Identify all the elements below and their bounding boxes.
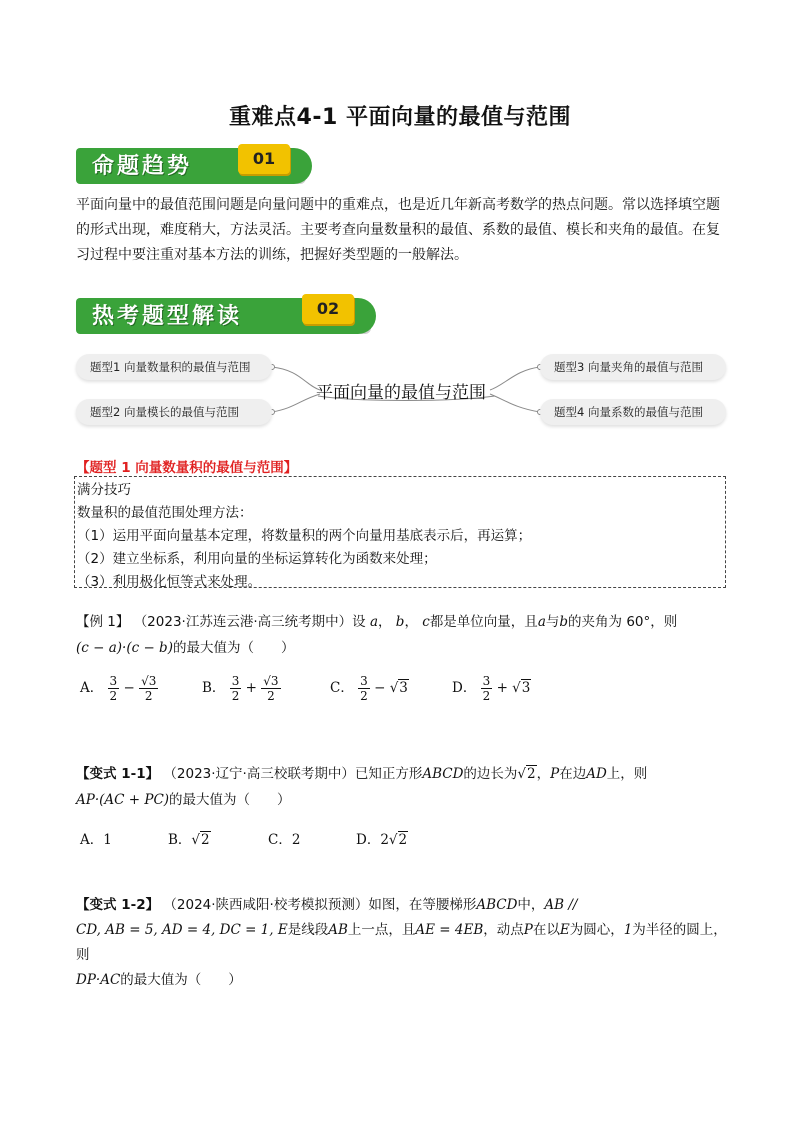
option-label: C． (330, 680, 354, 696)
sqrt-sign: √ (512, 680, 521, 696)
operator: + (245, 680, 257, 696)
variant-1-1-option-c: C．2 (268, 832, 301, 848)
intro-line: 平面向量中的最值范围问题是向量问题中的重难点，也是近几年新高考数学的热点问题。常以选择填空题 (76, 197, 720, 213)
mindmap-topic-4: 题型4 向量系数的最值与范围 (540, 399, 726, 425)
vector-c: c (422, 614, 430, 630)
variant-tag: 【变式 1-1】 (76, 766, 160, 782)
dot-product-expression: AP·(AC + PC) (76, 792, 170, 808)
text: 在边 (559, 766, 587, 782)
math-p: P (550, 766, 560, 782)
radicand: 3 (399, 680, 408, 696)
numerator: √3 (263, 674, 279, 688)
denominator: 2 (109, 689, 118, 703)
option-label: B． (168, 832, 192, 848)
example-1-option-a (80, 674, 158, 703)
math-abcd: ABCD (476, 897, 518, 913)
math-given: CD, AB = 5, AD = 4, DC = 1, E (76, 922, 288, 938)
mindmap-topic-3: 题型3 向量夹角的最值与范围 (540, 354, 726, 380)
intro-line: 习过程中要注重对基本方法的训练，把握好类型题的一般解法。 (76, 247, 468, 263)
text: 中， (517, 897, 545, 913)
example-1-question (76, 610, 736, 660)
sqrt-sign: √ (191, 832, 201, 848)
tips-method: （2）建立坐标系，利用向量的坐标运算转化为函数来处理； (77, 551, 437, 567)
type1-heading: 【题型 1 向量数量积的最值与范围】 (76, 460, 298, 476)
denominator: 2 (482, 689, 491, 703)
variant-1-2-line3 (76, 968, 736, 993)
page-title: 重难点4-1 平面向量的最值与范围 (229, 105, 571, 130)
section-banner-trend (76, 144, 316, 188)
text: 的最大值为（ ） (120, 972, 242, 988)
fraction (261, 674, 280, 703)
text: 已知正方形 (354, 766, 423, 782)
denominator: 2 (231, 689, 240, 703)
vector-b: b (395, 614, 405, 630)
text: 为半径的圆上，则 (76, 922, 727, 963)
numerator: 3 (360, 674, 368, 688)
option-label: D． (452, 680, 477, 696)
sqrt-sign: √ (388, 832, 398, 848)
option-label: A． (80, 680, 104, 696)
option-label: B． (202, 680, 226, 696)
tips-title: 满分技巧 (77, 482, 131, 498)
section-number-badge: 01 (238, 144, 290, 174)
math-ae: AE = 4EB (415, 922, 484, 938)
text: 在以 (532, 922, 560, 938)
example-1-option-c (330, 674, 409, 703)
source: （2024·陕西咸阳·校考模拟预测） (163, 897, 369, 913)
text: ， (404, 614, 418, 630)
math-ab-parallel: AB // (544, 897, 578, 913)
denominator: 2 (360, 689, 368, 703)
fraction (358, 674, 370, 703)
section-number-badge: 02 (302, 294, 354, 324)
text: 上，则 (606, 766, 648, 782)
variant-1-1-question (76, 762, 736, 812)
example-1-option-d (452, 674, 531, 703)
numerator: √3 (141, 674, 157, 688)
tips-method: （3）利用极化恒等式来处理。 (77, 574, 262, 590)
text: 都是单位向量，且 (429, 614, 538, 630)
math-ab: AB (328, 922, 348, 938)
text: 为圆心， (569, 922, 624, 938)
operator: − (374, 680, 386, 696)
math-abcd: ABCD (422, 766, 464, 782)
mindmap-topic-2: 题型2 向量模长的最值与范围 (76, 399, 272, 425)
dot-product-expression: (c − a)·(c − b) (76, 640, 173, 656)
example-1-line2 (76, 636, 736, 660)
tips-method: （1）运用平面向量基本定理，将数量积的两个向量用基底表示后，再运算； (77, 528, 532, 544)
tips-box (74, 476, 726, 588)
sqrt-sign: √ (517, 766, 527, 782)
section-label: 命题趋势 (92, 153, 193, 179)
denominator: 2 (267, 689, 275, 703)
coefficient: 2 (380, 832, 389, 848)
text: 设 (352, 614, 366, 630)
math-e: E (559, 922, 570, 938)
vector-a: a (369, 614, 378, 630)
denominator: 2 (144, 689, 153, 703)
numerator: 3 (231, 674, 240, 688)
text: 的边长为 (463, 766, 518, 782)
text: ， (536, 766, 551, 782)
math-one: 1 (623, 922, 633, 938)
variant-tag: 【变式 1-2】 (76, 897, 160, 913)
fraction (481, 674, 493, 703)
numerator: 3 (109, 674, 118, 688)
vector-a: a (537, 614, 546, 630)
intro-paragraph (76, 193, 736, 268)
intro-line: 的形式出现，难度稍大，方法灵活。主要考查向量数量积的最值、系数的最值、模长和夹角的最值。在复 (76, 222, 720, 238)
text: 的最大值为（ ） (172, 640, 295, 656)
text: 如图，在等腰梯形 (368, 897, 477, 913)
example-1-line1 (76, 610, 736, 634)
text: 与 (545, 614, 560, 630)
text: ，动点 (483, 922, 524, 938)
variant-1-1-option-a: A．1 (80, 832, 112, 848)
source: （2023·辽宁·高三校联考期中） (163, 766, 355, 782)
source: （2023·江苏连云港·高三统考期中） (133, 614, 353, 630)
fraction (108, 674, 120, 703)
radicand: 2 (201, 832, 210, 848)
mindmap-topic-1: 题型1 向量数量积的最值与范围 (76, 354, 272, 380)
operator: + (496, 680, 508, 696)
option-label: D． (356, 832, 381, 848)
variant-1-2-line2 (76, 918, 736, 968)
numerator: 3 (482, 674, 491, 688)
variant-1-1-line2 (76, 788, 736, 812)
vector-b: b (559, 614, 569, 630)
math-p: P (523, 922, 533, 938)
section-banner-types (76, 294, 381, 338)
section-label: 热考题型解读 (92, 303, 243, 329)
math-ad: AD (586, 766, 607, 782)
radicand: 2 (398, 832, 408, 848)
radicand: 2 (527, 766, 536, 782)
tips-subtitle: 数量积的最值范围处理方法： (77, 505, 253, 521)
text: 的夹角为 60°，则 (568, 614, 678, 630)
fraction (230, 674, 242, 703)
dot-product-expression: DP·AC (76, 972, 121, 988)
radicand: 3 (521, 680, 531, 696)
operator: − (123, 680, 135, 696)
variant-1-1-option-b (168, 828, 211, 848)
example-1-option-b (202, 674, 281, 703)
example-tag: 【例 1】 (76, 614, 130, 630)
variant-1-1-option-d (356, 828, 408, 848)
text: 是线段 (287, 922, 329, 938)
fraction (139, 674, 158, 703)
variant-1-2-question (76, 893, 736, 993)
text: 的最大值为（ ） (169, 792, 291, 808)
mindmap-center-topic: 平面向量的最值与范围 (316, 383, 486, 403)
variant-1-1-line1 (76, 762, 736, 786)
text: ， (378, 614, 392, 630)
variant-1-2-line1 (76, 893, 736, 918)
text: 上一点，且 (347, 922, 416, 938)
sqrt-sign: √ (389, 680, 399, 696)
